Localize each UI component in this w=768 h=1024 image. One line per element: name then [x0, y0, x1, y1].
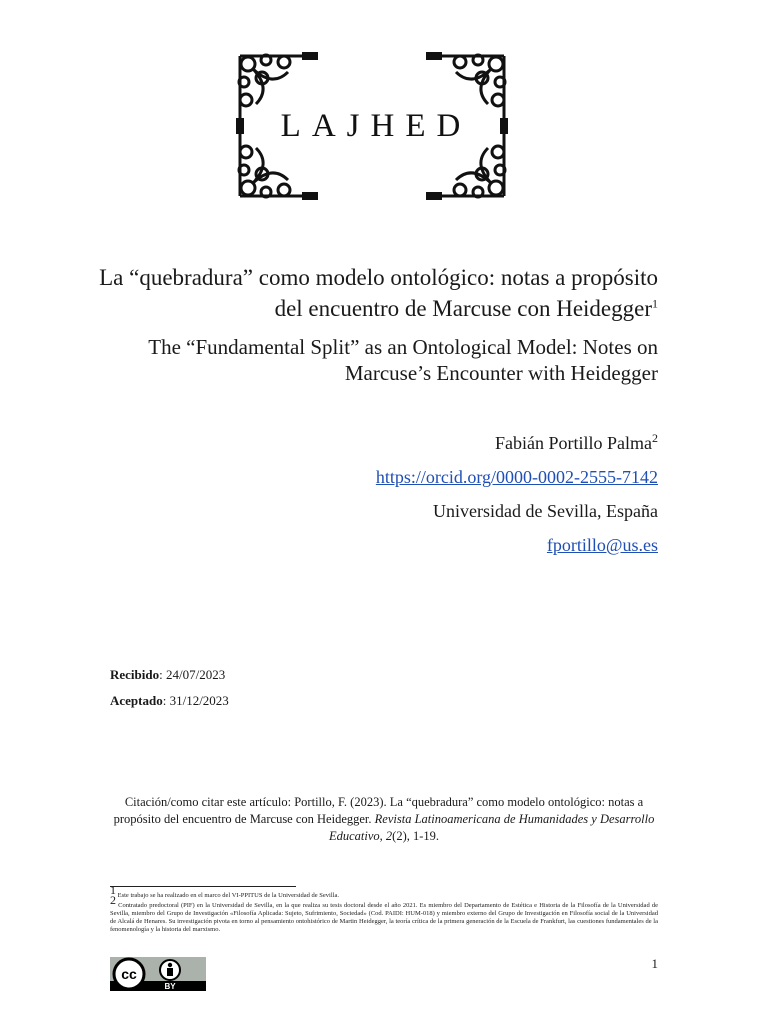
citation-volume: 2: [385, 829, 393, 843]
received-label: Recibido: [110, 667, 160, 682]
footnote-2-text: Contratado predoctoral (PIF) en la Universidad de Sevilla, en la que realiza su tesis doctoral desde el año 2021. Es miembro del Departamento de Estética e Historia de la Filosofía de la Universidad de Sevilla, miembro del Grupo de Investigación «Filosofía Aplicada: Sujeto, Sufrimiento, Sociedad» (Cod. PAIDI: HUM-018) y miembro externo del Grupo de Investigación en Filosofía social de la Universidad de Alcalá de Henares. Su investigación pivota en torno al pensamiento ontohistórico de Martin Heidegger, la teoría crítica de la primera generación de la Escuela de Frankfurt, las cuestiones fundamentales de la fenomenología y la historia del marxismo.: [110, 902, 658, 934]
footnotes: [110, 883, 658, 934]
footnote-1: [110, 883, 658, 900]
citation-sep: ,: [379, 829, 386, 843]
author-name: Fabián Portillo Palma: [495, 433, 652, 453]
footnote-1-text: Este trabajo se ha realizado en el marco del VI-PPITUS de la Universidad de Sevilla.: [116, 892, 339, 900]
received-date: [110, 662, 229, 688]
citation-issue-pages: (2), 1-19.: [392, 829, 440, 843]
citation-text: Citación/como citar este artículo: Portillo, F. (2023). La “quebradura” como modelo ontológico: notas a propósito del encuentro de Marcuse con Heidegger.: [113, 795, 644, 826]
citation-journal: Revista Latinoamericana de Humanidades y Desarrollo Educativo: [328, 812, 655, 843]
received-value: : 24/07/2023: [159, 667, 226, 682]
author-name-line: [158, 430, 658, 464]
footnote-divider: [110, 886, 296, 887]
article-title-en: The “Fundamental Split” as an Ontological Model: Notes on Marcuse’s Encounter with Heidegger: [148, 335, 658, 385]
accepted-date: [110, 688, 229, 714]
accepted-value: : 31/12/2023: [162, 693, 229, 708]
footnote-ref-1[interactable]: 1: [652, 296, 658, 311]
cc-by-license-badge[interactable]: [110, 957, 206, 996]
by-label: BY: [164, 982, 176, 991]
footnote-ref-2[interactable]: 2: [652, 431, 658, 445]
cc-label: cc: [121, 966, 137, 982]
article-title-es-text: La “quebradura” como modelo ontológico: notas a propósito del encuentro de Marcuse con Heidegger: [99, 265, 658, 321]
journal-logo-text: LAJHED: [280, 108, 472, 144]
footnote-1-mark: 1: [110, 883, 116, 897]
footnote-2-mark: 2: [110, 893, 116, 908]
email-link[interactable]: fportillo@us.es: [546, 535, 658, 555]
article-title-es: [98, 262, 658, 324]
affiliation: Universidad de Sevilla, España: [433, 501, 658, 521]
page-number: 1: [651, 956, 658, 971]
citation: [110, 794, 658, 845]
author-block: [158, 430, 658, 566]
article-dates: [110, 662, 229, 714]
accepted-label: Aceptado: [110, 693, 163, 708]
journal-logo: [232, 48, 512, 204]
cc-by-icon: [110, 957, 206, 991]
orcid-link[interactable]: https://orcid.org/0000-0002-2555-7142: [375, 467, 658, 487]
orcid-line: [158, 464, 658, 498]
email-line: [158, 532, 658, 566]
